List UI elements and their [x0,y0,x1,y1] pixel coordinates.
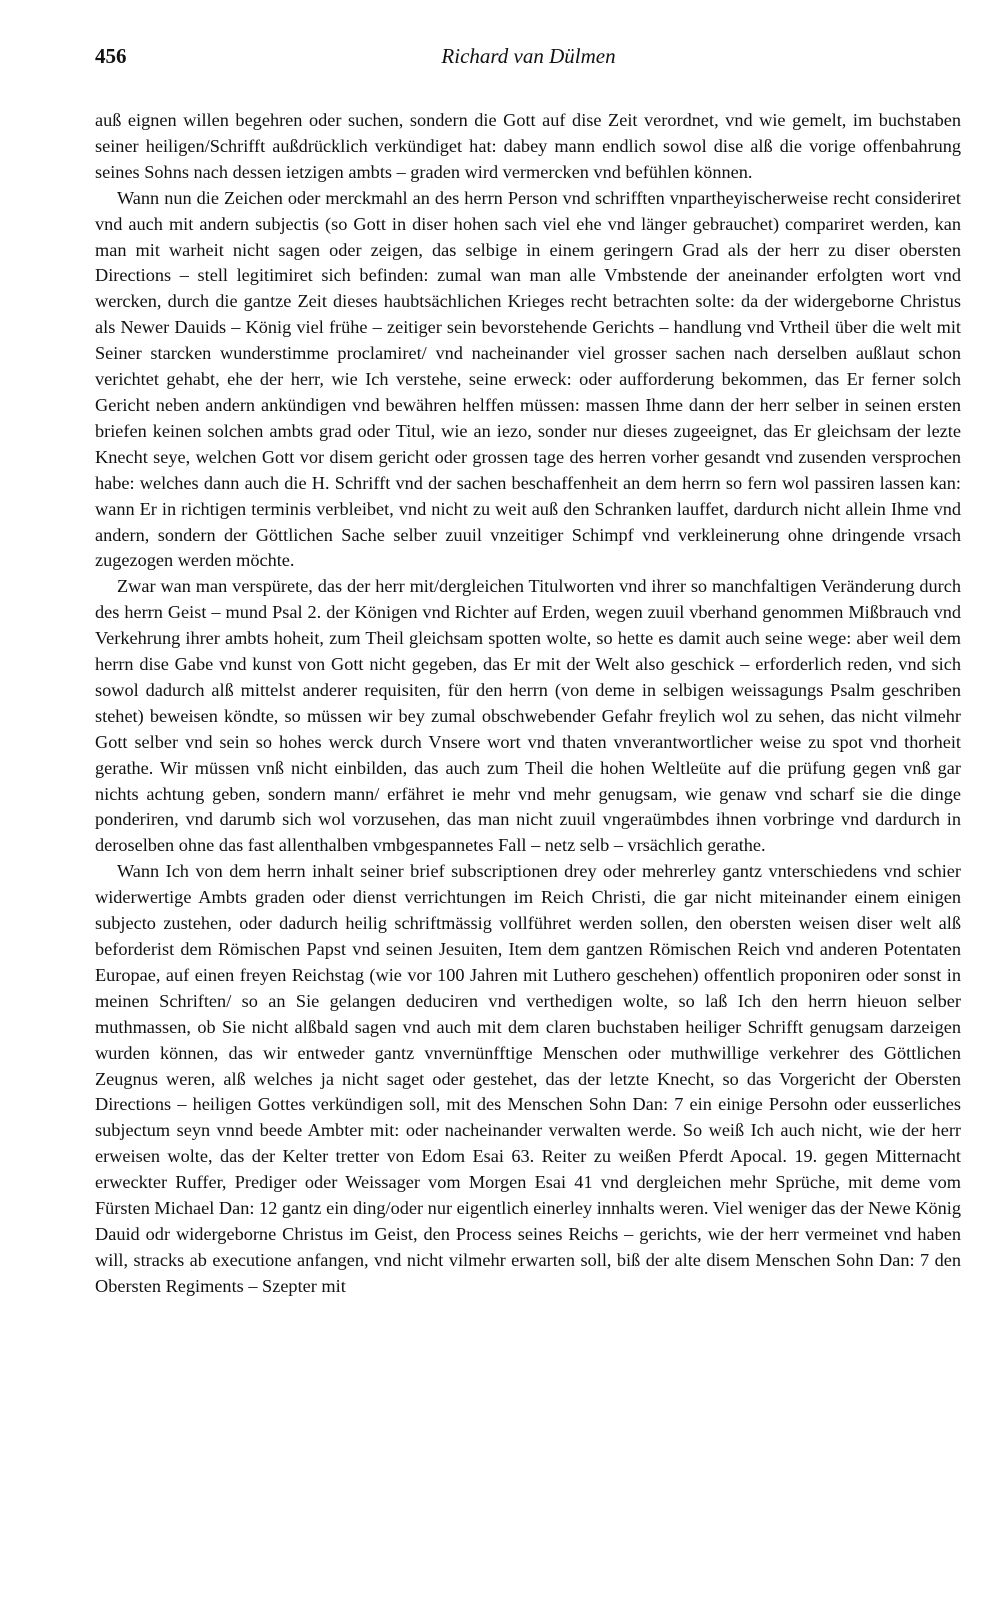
body-text [95,108,961,1300]
page-number: 456 [95,44,127,68]
page-header [95,44,962,78]
paragraph-3: Zwar wan man verspürete, das der herr mit/dergleichen Titulworten vnd ihrer so manchfaltigen Veränderung durch des herrn Geist – mund Psal 2. der Königen vnd Richter auf Erden, wegen zuuil vberhand genommen Mißbrauch vnd Verkehrung ihrer ambts hoheit, zum Theil gleichsam spotten wolte, so hette es damit auch seine wege: aber weil dem herrn dise Gabe vnd kunst von Gott nicht gegeben, das Er mit der Welt also geschick – erforderlich reden, vnd sich sowol dadurch alß mittelst anderer requisiten, für den herrn (von deme in selbigen weissagungs Psalm geschriben stehet) beweisen köndte, so müssen wir bey zumal obschwebender Gefahr freylich wol zu sehen, das nicht vilmehr Gott selber vnd sein so hohes werck durch Vnsere wort vnd thaten vnverantwortlicher weise zu spot vnd thorheit gerathe. Wir müssen vnß nicht einbilden, das auch zum Theil die hohen Weltleüte auf die prüfung gegen vnß gar nichts achtung geben, sondern mann/ erfähret ie mehr vnd mehr genugsam, wie genaw vnd scharf sie die dinge ponderiren, vnd darumb sich wol vorzusehen, das man nicht zuuil vngeraümbdes ihnen vorbringe vnd dardurch in deroselben ohne das fast allenthalben vmbgespannetes Fall – netz selb – vrsächlich gerathe. [95,576,961,856]
running-head-author: Richard van Dülmen [441,44,616,68]
paragraph-1: auß eignen willen begehren oder suchen, sondern die Gott auf dise Zeit verordnet, vnd wie gemelt, im buchstaben seiner heiligen/Schrifft außdrücklich verkündiget hat: dabey mann endlich sowol dise alß die vorige offenbahrung seines Sohns nach dessen ietzigen ambts – graden wird vermercken vnd befühlen können. [95,110,961,182]
paragraph-2: Wann nun die Zeichen oder merckmahl an des herrn Person vnd schrifften vnpartheyischerweise recht consideriret vnd auch mit andern subjectis (so Gott in diser hohen sach viel ehe vnd länger gebrauchet) compariret werden, kan man mit warheit nicht sagen oder zeigen, das selbige in einem geringern Grad als der herr zu diser obersten Directions – stell legitimiret sich befinden: zumal wan man alle Vmbstende der aneinander erfolgten wort vnd wercken, durch die gantze Zeit dieses haubtsächlichen Krieges recht betrachten solte: da der widergeborne Christus als Newer Dauids – König viel frühe – zeitiger sein bevorstehende Gerichts – handlung vnd Vrtheil über die welt mit Seiner starcken wunderstimme proclamiret/ vnd nacheinander viel grosser sachen nach derselben außlaut schon verichtet gehabt, ehe der herr, wie Ich verstehe, seine erweck: oder aufforderung bekommen, das Er ferner solch Gericht neben andern ankündigen vnd bewähren helffen müssen: massen Ihme dann der herr selber in seinen ersten briefen keinen solchen ambts grad oder Titul, wie an iezo, sonder nur dieses zugeeignet, das Er gleichsam der lezte Knecht seye, welchen Gott vor disem gericht oder grossen tage des herren vorher gesandt vnd zusenden versprochen habe: welches dann auch die H. Schrifft vnd der sachen beschaffenheit an dem herrn so fern wol passiren lassen kan: wann Er in richtigen terminis verbleibet, vnd nicht zu weit auß den Schranken lauffet, dardurch nicht allein Ihme vnd andern, sondern der Göttlichen Sache selber zuuil vnzeitiger Schimpf vnd verkleinerung ohne dringende vrsach zugezogen werden möchte. [95,187,961,571]
paragraph-4: Wann Ich von dem herrn inhalt seiner brief subscriptionen drey oder mehrerley gantz vnterschiedens vnd schier widerwertige Ambts graden oder dienst verrichtungen im Reich Christi, die gar nicht miteinander einem einigen subjecto zustehen, oder dadurch heilig schriftmässig vollführet werden sollen, den obersten weisen diser welt alß beforderist dem Römischen Papst vnd seinen Jesuiten, Item dem gantzen Römischen Reich vnd anderen Potentaten Europae, auf einen freyen Reichstag (wie vor 100 Jahren mit Luthero geschehen) offentlich proponiren oder sonst in meinen Schriften/ so an Sie gelangen deduciren vnd verthedigen wolte, so laß Ich den herrn hieuon selber muthmassen, ob Sie nicht alßbald sagen vnd auch mit dem claren buchstaben heiliger Schrifft genugsam darzeigen wurden können, das wir entweder gantz vnvernünfftige Menschen oder muthwillige verkehrer des Göttlichen Zeugnus weren, alß welches ja nicht saget oder gestehet, das der letzte Knecht, so das Vorgericht der Obersten Directions – heiligen Gottes verkündigen soll, mit des Menschen Sohn Dan: 7 ein einige Persohn oder eusserliches subjectum seyn vnnd beede Ambter mit: oder nacheinander verwalten werde. So weiß Ich auch nicht, wie der herr erweisen wolte, das der Kelter tretter von Edom Esai 63. Reiter zu weißen Pferdt Apocal. 19. gegen Mitternacht erweckter Ruffer, Prediger oder Weissager vom Morgen Esai 41 vnd dergleichen mehr Sprüche, mit deme vom Fürsten Michael Dan: 12 gantz ein ding/oder nur eigentlich einerley innhalts weren. Viel weniger das der Newe König Dauid odr widergeborne Christus im Geist, den Process seines Reichs – gerichts, wie der herr vermeinet vnd haben will, stracks ab executione anfangen, vnd nicht vilmehr erwarten soll, biß der alte disem Menschen Sohn Dan: 7 den Obersten Regiments – Szepter mit [95,861,961,1296]
